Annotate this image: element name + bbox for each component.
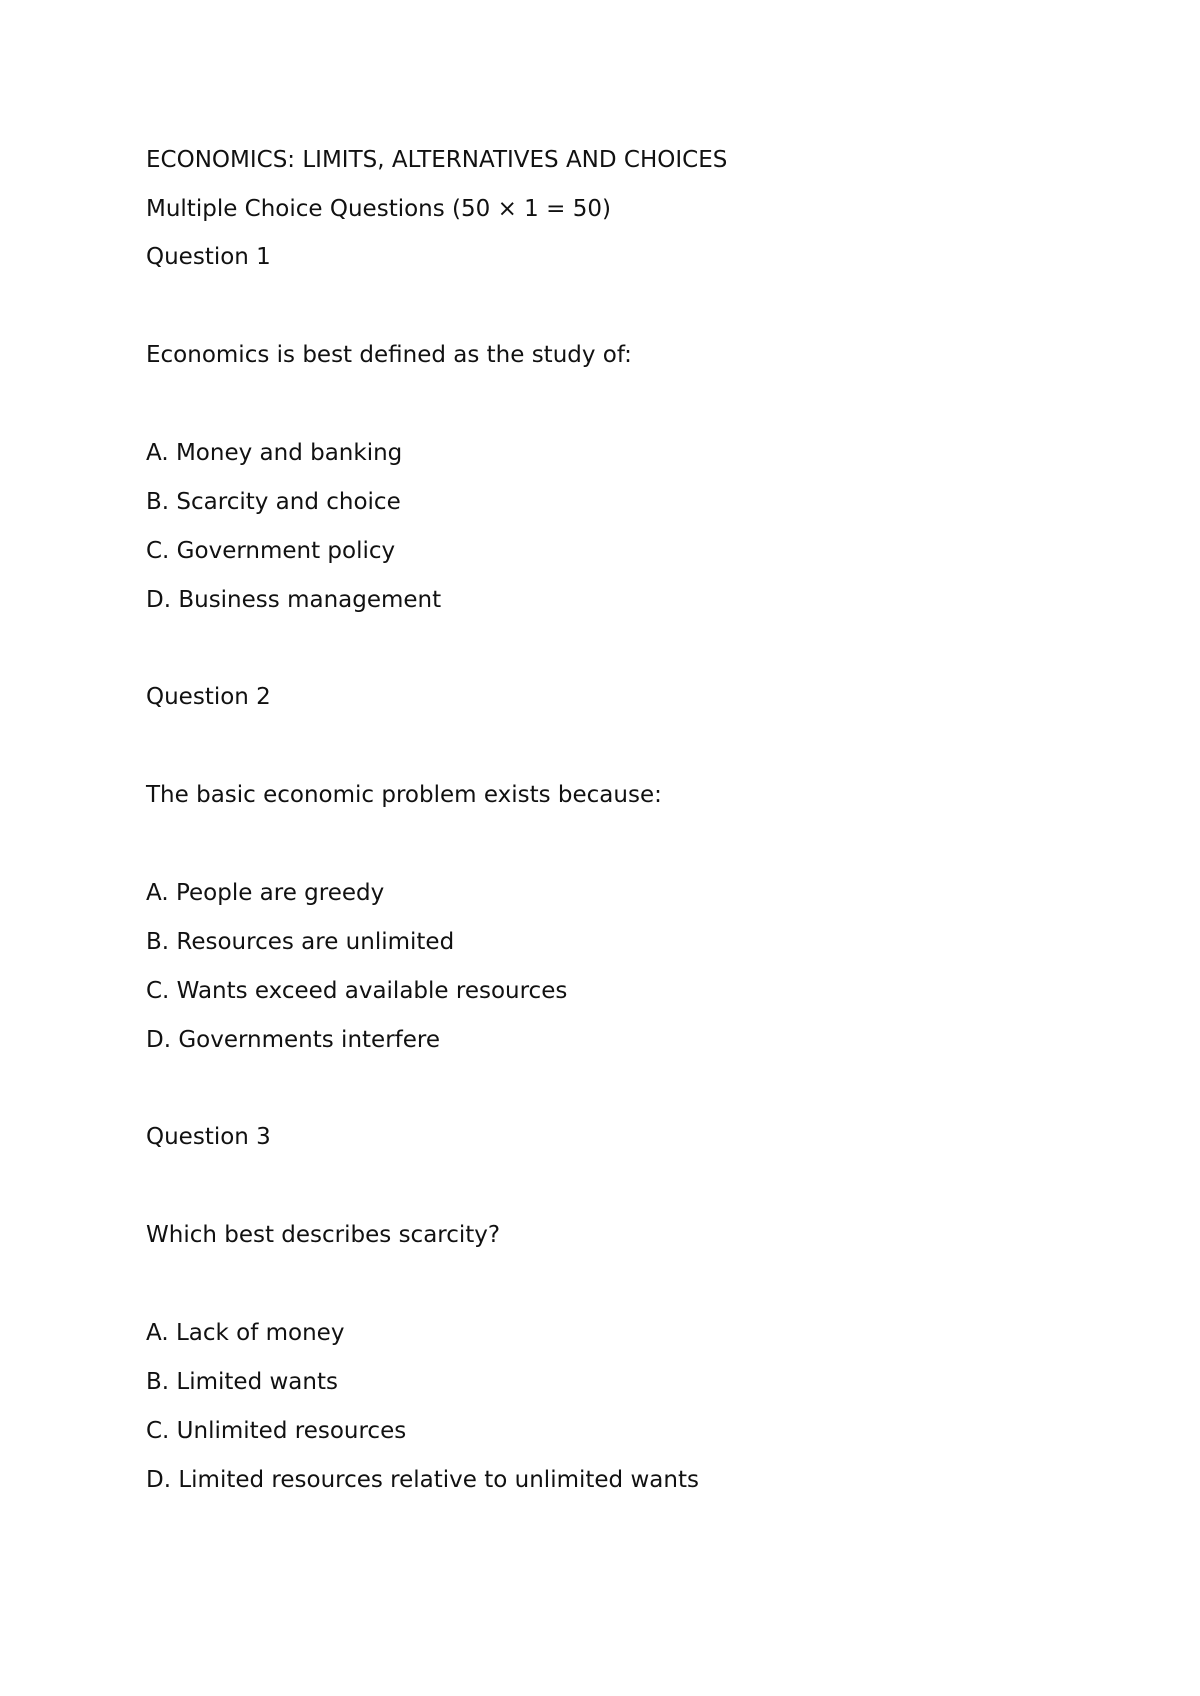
question-1-option-c: C. Government policy: [146, 538, 396, 564]
question-3-prompt: Which best describes scarcity?: [146, 1222, 501, 1248]
question-3-option-c: C. Unlimited resources: [146, 1418, 407, 1444]
question-1-option-d: D. Business management: [146, 587, 442, 613]
question-2-prompt: The basic economic problem exists because:: [146, 782, 662, 808]
question-1-prompt: Economics is best defined as the study of:: [146, 342, 632, 368]
question-2-option-a: A. People are greedy: [146, 880, 385, 906]
question-3-heading: Question 3: [146, 1124, 271, 1150]
document-subtitle: Multiple Choice Questions (50 × 1 = 50): [146, 196, 611, 222]
question-3-option-b: B. Limited wants: [146, 1369, 338, 1395]
question-3-option-a: A. Lack of money: [146, 1320, 345, 1346]
question-2-option-c: C. Wants exceed available resources: [146, 978, 568, 1004]
question-1-heading: Question 1: [146, 244, 271, 270]
question-2-heading: Question 2: [146, 684, 271, 710]
question-2-option-d: D. Governments interfere: [146, 1027, 441, 1053]
document-title: ECONOMICS: LIMITS, ALTERNATIVES AND CHOICES: [146, 147, 728, 173]
question-2-option-b: B. Resources are unlimited: [146, 929, 455, 955]
question-3-option-d: D. Limited resources relative to unlimited wants: [146, 1467, 699, 1493]
question-1-option-b: B. Scarcity and choice: [146, 489, 401, 515]
question-1-option-a: A. Money and banking: [146, 440, 403, 466]
